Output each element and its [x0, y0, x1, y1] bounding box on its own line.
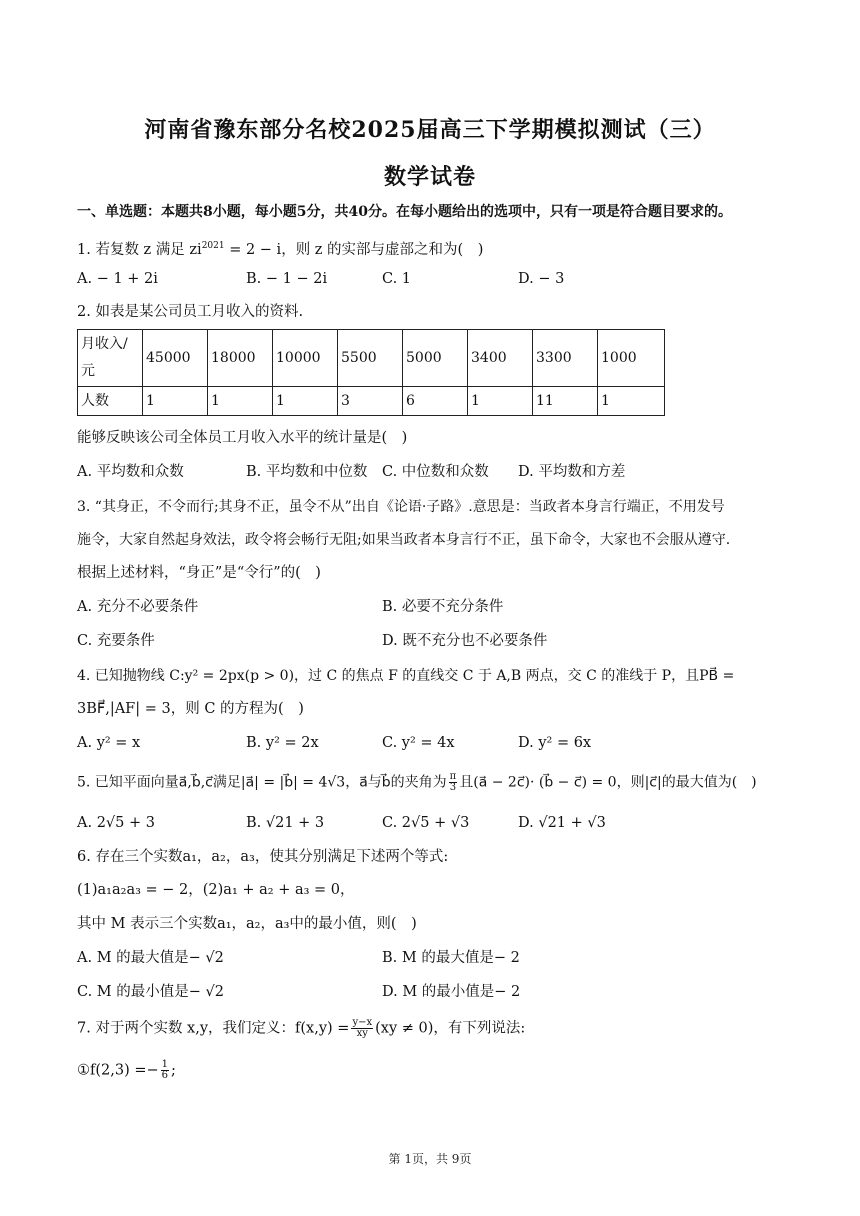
q5-stem-part-b: 且(a⃗ − 2c⃗)· (b⃗ − c⃗) = 0，则|c⃗|的最大值为( ): [459, 774, 757, 791]
table-cell: 5500: [338, 330, 403, 387]
q3-option-d: D. 既不充分也不必要条件: [382, 633, 548, 649]
q7-stem-part-b: (xy ≠ 0)，有下列说法:: [375, 1020, 526, 1037]
fraction-denominator: 6: [161, 1070, 169, 1081]
q7-definition-fraction: [351, 1018, 373, 1039]
question-3-line-1: 3. “其身正，不令而行;其身不正，虽令不从”出自《论语·子路》.意思是：当政者本身言行端正，不用发号: [77, 499, 725, 515]
question-6-line-3: 其中 M 表示三个实数a₁，a₂，a₃中的最小值，则( ): [77, 916, 417, 932]
question-5-stem: [77, 772, 787, 793]
q1-exponent: 2021: [201, 241, 225, 251]
q6-option-c: C. M 的最小值是− √2: [77, 984, 224, 1000]
table-cell: 5000: [403, 330, 468, 387]
q5-stem-part-a: 5. 已知平面向量a⃗,b⃗,c⃗满足|a⃗| = |b⃗| = 4√3，a⃗与b⃗的夹角为: [77, 774, 447, 791]
q5-option-a: A. 2√5 + 3: [77, 815, 155, 831]
income-table: [77, 329, 665, 416]
exam-subtitle: 数学试卷: [383, 164, 476, 190]
q7-item1-part-a: ①f(2,3) =−: [77, 1062, 159, 1079]
q7-item1-part-b: ;: [171, 1062, 176, 1079]
q3-option-c: C. 充要条件: [77, 633, 155, 649]
table-row: [78, 387, 665, 416]
fraction-numerator: y−x: [352, 1017, 373, 1028]
table-cell: 18000: [208, 330, 273, 387]
question-4-line-2: 3BF⃗,|AF| = 3，则 C 的方程为( ): [77, 701, 304, 717]
q4-option-a: A. y² = x: [77, 735, 141, 751]
q1-option-a: A. − 1 + 2i: [77, 271, 158, 287]
question-6-line-1: 6. 存在三个实数a₁，a₂，a₃，使其分别满足下述两个等式:: [77, 849, 449, 865]
q4-option-c: C. y² = 4x: [382, 735, 455, 751]
question-2-question: 能够反映该公司全体员工月收入水平的统计量是( ): [77, 430, 408, 446]
question-2-stem: 2. 如表是某公司员工月收入的资料.: [77, 304, 304, 320]
q4-option-d: D. y² = 6x: [518, 735, 592, 751]
q2-option-b: B. 平均数和中位数: [246, 464, 368, 480]
q1-stem-part-b: = 2 − i，则 z 的实部与虚部之和为( ): [224, 241, 484, 258]
q5-option-d: D. √21 + √3: [518, 815, 606, 831]
table-cell: 45000: [143, 330, 208, 387]
table-cell: 3: [338, 387, 403, 416]
q1-option-b: B. − 1 − 2i: [246, 271, 328, 287]
fraction-denominator: xy: [356, 1028, 368, 1039]
exam-title: 河南省豫东部分名校2025届高三下学期模拟测试（三）: [144, 117, 716, 143]
q5-angle-fraction: [449, 772, 458, 793]
table-cell: 1: [468, 387, 533, 416]
table-cell: 10000: [273, 330, 338, 387]
table-row: [78, 330, 665, 387]
question-6-line-2: (1)a₁a₂a₃ = − 2，(2)a₁ + a₂ + a₃ = 0，: [77, 882, 355, 898]
question-7-item-1: [77, 1060, 787, 1081]
q5-option-b: B. √21 + 3: [246, 815, 325, 831]
q6-option-a: A. M 的最大值是− √2: [77, 950, 224, 966]
section-heading: 一、单选题：本题共8小题，每小题5分，共40分。在每小题给出的选项中，只有一项是符合题目要求的。: [77, 204, 732, 220]
q6-option-d: D. M 的最小值是− 2: [382, 984, 521, 1000]
q3-option-b: B. 必要不充分条件: [382, 599, 504, 615]
table-cell: 3400: [468, 330, 533, 387]
q1-option-d: D. − 3: [518, 271, 565, 287]
table-header-income: 月收入/元: [78, 330, 143, 387]
q6-option-b: B. M 的最大值是− 2: [382, 950, 520, 966]
question-7-stem: [77, 1018, 787, 1039]
q1-stem-part-a: 1. 若复数 z 满足 zi: [77, 241, 202, 258]
q3-option-a: A. 充分不必要条件: [77, 599, 199, 615]
q2-option-a: A. 平均数和众数: [77, 464, 184, 480]
q1-option-c: C. 1: [382, 271, 412, 287]
table-cell: 1: [143, 387, 208, 416]
question-1-stem: [77, 236, 787, 260]
q2-option-d: D. 平均数和方差: [518, 464, 626, 480]
fraction-numerator: 1: [161, 1059, 169, 1070]
q7-item1-fraction: [161, 1060, 169, 1081]
table-cell: 3300: [533, 330, 598, 387]
table-cell: 1: [273, 387, 338, 416]
fraction-numerator: π: [449, 771, 457, 782]
table-cell: 1000: [598, 330, 665, 387]
q7-stem-part-a: 7. 对于两个实数 x,y，我们定义：f(x,y) =: [77, 1020, 350, 1037]
page-footer: 第 1页，共 9页: [388, 1152, 472, 1166]
question-4-line-1: 4. 已知抛物线 C:y² = 2px(p > 0)，过 C 的焦点 F 的直线交 C 于 A,B 两点，交 C 的准线于 P，且PB⃗ =: [77, 668, 735, 684]
q5-option-c: C. 2√5 + √3: [382, 815, 470, 831]
question-3-line-3: 根据上述材料，“身正”是“令行”的( ): [77, 565, 321, 581]
fraction-denominator: 3: [449, 782, 457, 793]
table-cell: 1: [598, 387, 665, 416]
q2-option-c: C. 中位数和众数: [382, 464, 489, 480]
table-header-count: 人数: [78, 387, 143, 416]
table-cell: 6: [403, 387, 468, 416]
table-cell: 11: [533, 387, 598, 416]
q4-option-b: B. y² = 2x: [246, 735, 319, 751]
question-3-line-2: 施令，大家自然起身效法，政令将会畅行无阻;如果当政者本身言行不正，虽下命令，大家也不会服从遵守.: [77, 532, 731, 548]
table-cell: 1: [208, 387, 273, 416]
